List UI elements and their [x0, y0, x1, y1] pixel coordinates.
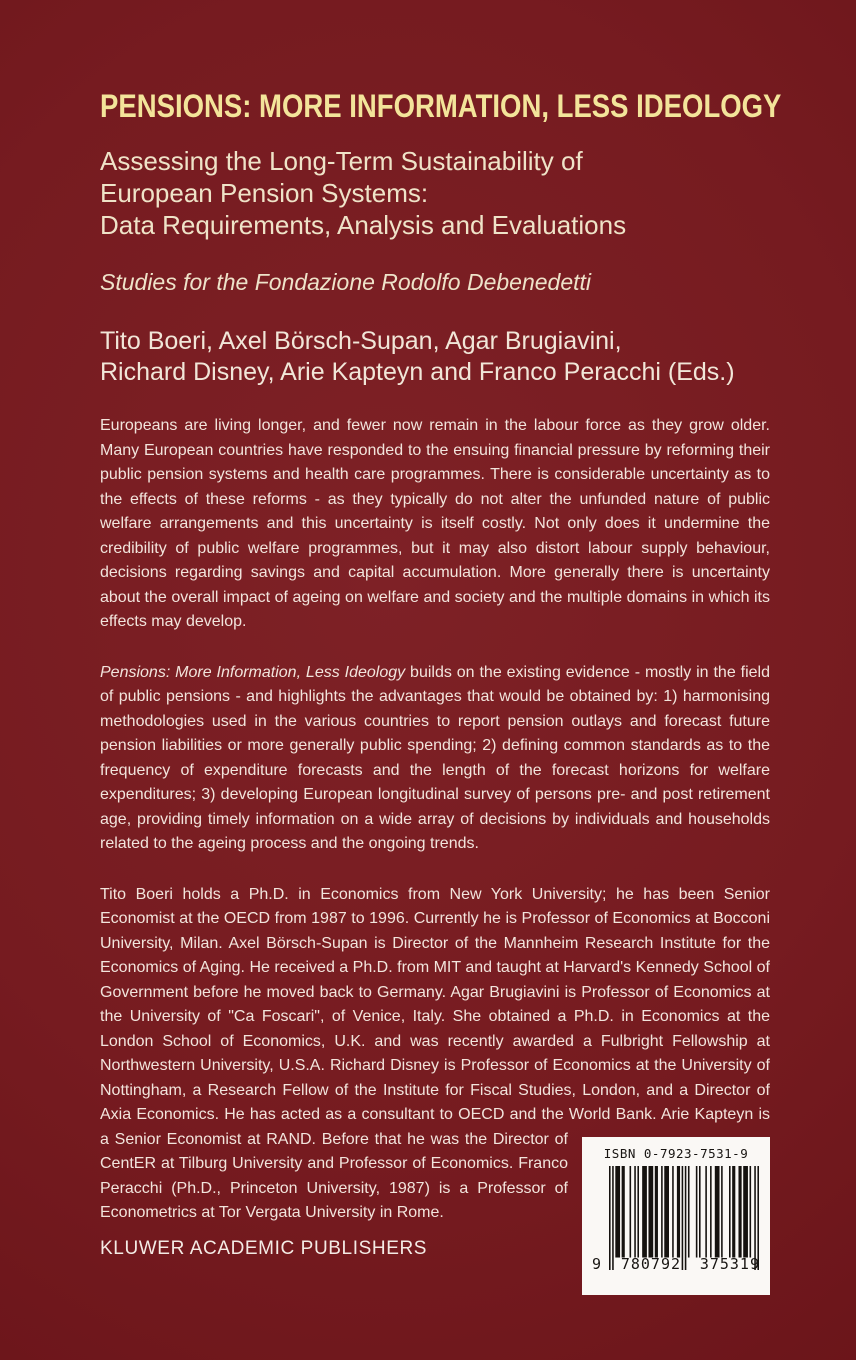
inline-book-title: Pensions: More Information, Less Ideology — [100, 663, 406, 681]
isbn-digit-group-3: 375319 — [699, 1254, 760, 1273]
isbn-digit-group-1: 9 — [592, 1254, 603, 1273]
book-subtitle — [100, 145, 770, 241]
editor-bios-text: Tito Boeri holds a Ph.D. in Economics from New York University; he has been Senior Economist at the OECD from 1987 to 1996. Currently he is Professor of Economics at Bocconi University, Milan. Axel Börsch-Supan is Director of the Mannheim Research Institute for the Economics of Aging. He received a Ph.D. from MIT and taught at Harvard's Kennedy School of Government before he moved back to Germany. Agar Brugiavini is Professor of Economics at the University of "Ca Foscari", of Venice, Italy. She obtained a Ph.D. in Economics at the London School of Economics, U.K. and was recently awarded a Fulbright Fellowship at Northwestern University, U.S.A. Richard Disney is Professor of Economics at the University of Nottingham, a Research Fellow of the Institute for Fiscal Studies, London, and a Director of Axia Economics. He has acted as a consultant to OECD and the World Bank. Arie Kapteyn is a Senior Economist at RAND. Before that he was the Director of CentER at Tilburg University and Professor of Economics. Franco Peracchi (Ph.D., Princeton University, 1987) is a Professor of Econometrics at Tor Vergata University in Rome. — [100, 885, 770, 1221]
blurb-paragraph-2-text: builds on the existing evidence - mostly in the field of public pensions - and highlights the advantages that would be obtained by: 1) harmonising methodologies used in the various countries to report pension outlays and forecast future pension liabilities or more generally public spending; 2) defining common standards as to the frequency of expenditure forecasts and the length of the forecast horizons for welfare expenditures; 3) developing European longitudinal survey of persons pre- and post retirement age, providing timely information on a wide array of decisions by individuals and households related to the ageing process and the ongoing trends. — [100, 663, 770, 852]
book-title: PENSIONS: MORE INFORMATION, LESS IDEOLOGY — [100, 88, 782, 124]
blurb-paragraph-2 — [100, 661, 770, 857]
subtitle-line-2: European Pension Systems: — [100, 178, 429, 208]
publisher-name: KLUWER ACADEMIC PUBLISHERS — [100, 1238, 428, 1259]
isbn-label: ISBN 0-7923-7531-9 — [603, 1145, 749, 1161]
isbn-digit-group-2: 780792 — [620, 1254, 682, 1273]
editors-line-1: Tito Boeri, Axel Börsch-Supan, Agar Brugiavini, — [100, 327, 622, 355]
series-title: Studies for the Fondazione Rodolfo Debenedetti — [100, 269, 591, 295]
editors-line-2: Richard Disney, Arie Kapteyn and Franco Peracchi (Eds.) — [100, 358, 735, 386]
cover-content — [100, 0, 782, 1295]
isbn-number — [591, 1255, 761, 1273]
subtitle-line-3: Data Requirements, Analysis and Evaluations — [100, 210, 627, 240]
isbn-barcode-panel — [582, 1137, 770, 1295]
blurb-paragraph-1: Europeans are living longer, and fewer now remain in the labour force as they grow older. Many European countries have responded to the ensuing financial pressure by reforming their public pension systems and health care programmes. There is considerable uncertainty as to the effects of these reforms - as they typically do not alter the unfunded nature of public welfare arrangements and this uncertainty is itself costly. Not only does it undermine the credibility of public welfare programmes, but it may also distort labour supply behaviour, decisions regarding savings and capital accumulation. More generally there is uncertainty about the overall impact of ageing on welfare and society and the multiple domains in which its effects may develop. — [100, 417, 770, 630]
editors-list — [100, 326, 770, 388]
subtitle-line-1: Assessing the Long-Term Sustainability of — [100, 146, 583, 176]
